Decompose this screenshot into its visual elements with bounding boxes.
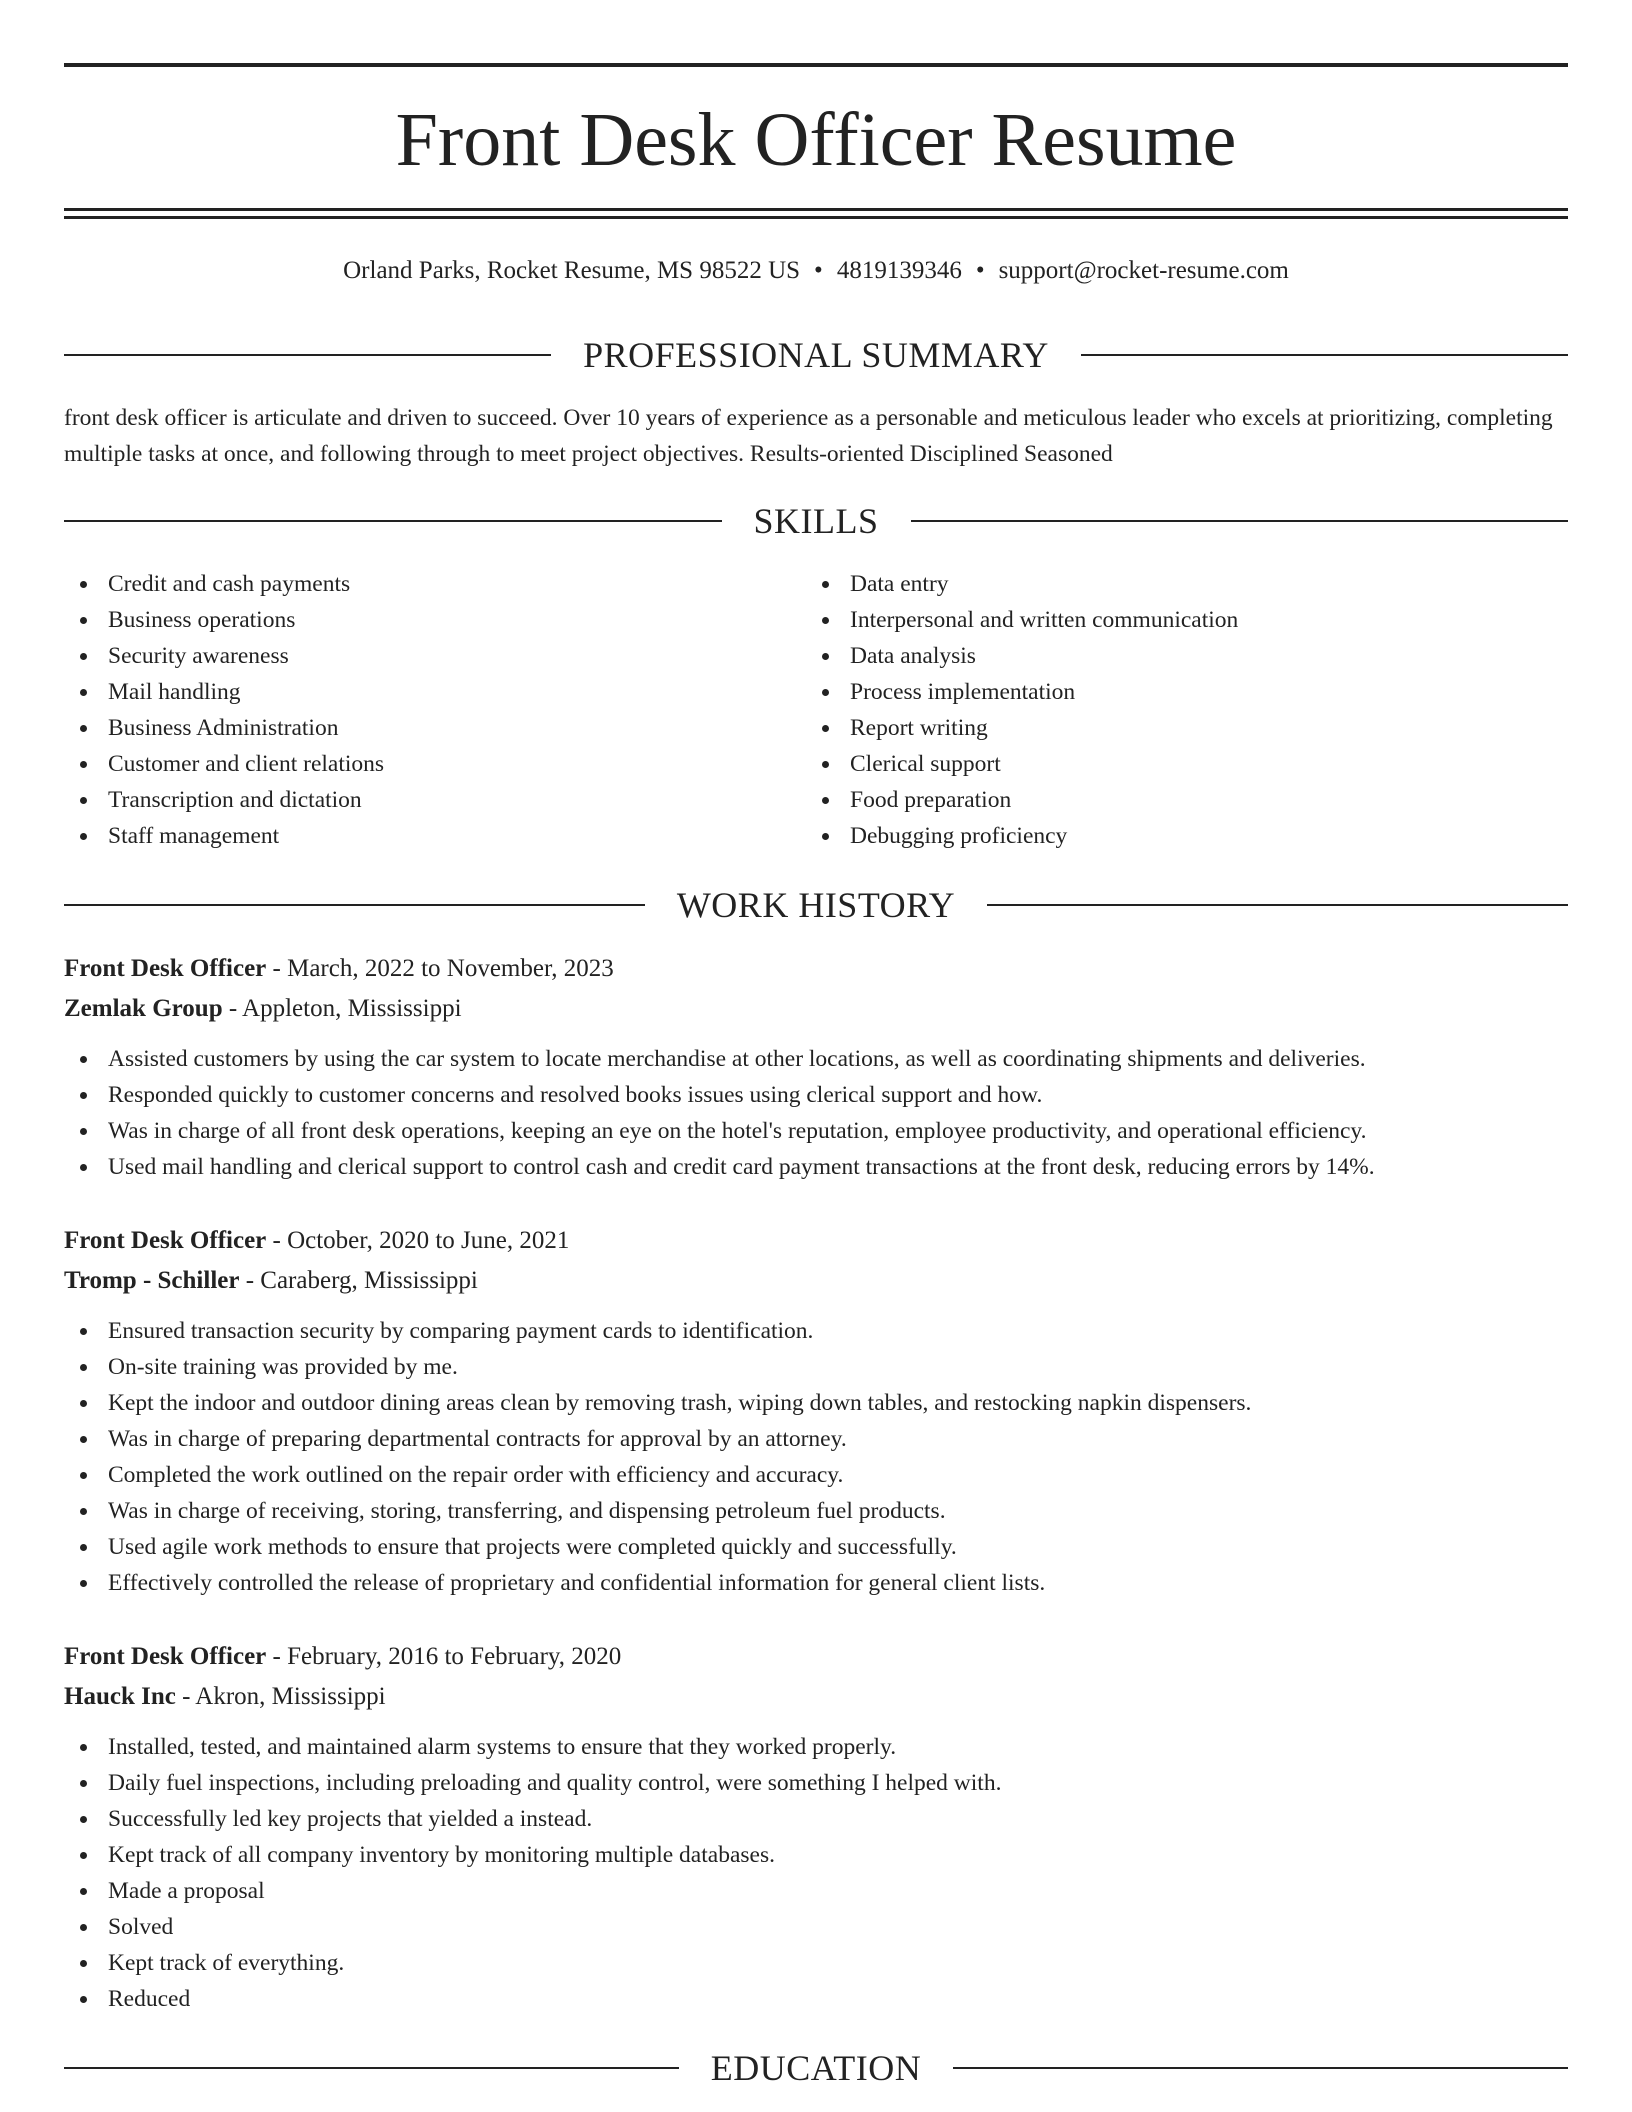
section-title-work: WORK HISTORY — [676, 885, 956, 925]
job-company: Tromp - Schiller — [64, 1267, 240, 1294]
section-header-education — [64, 2046, 1568, 2090]
job-bullet: Used agile work methods to ensure that projects were completed quickly and successfully. — [64, 1529, 1568, 1565]
job-title-line — [64, 1637, 1568, 1677]
job-bullet: On-site training was provided by me. — [64, 1349, 1568, 1385]
skill-item: Business Administration — [64, 710, 804, 746]
contact-separator: • — [975, 257, 985, 284]
job-bullet: Kept track of all company inventory by monitoring multiple databases. — [64, 1837, 1568, 1873]
job-company-line — [64, 1677, 1568, 1717]
contact-phone: 4819139346 — [836, 257, 962, 284]
job-dates: - February, 2016 to February, 2020 — [266, 1643, 622, 1670]
job-bullet: Daily fuel inspections, including preloading and quality control, were something I helped with. — [64, 1765, 1568, 1801]
title-rule-upper — [64, 208, 1568, 211]
job-title: Front Desk Officer — [64, 1643, 267, 1670]
job-bullet: Kept track of everything. — [64, 1945, 1568, 1981]
job-bullet: Used mail handling and clerical support to control cash and credit card payment transactions at the front desk, reducing errors by 14%. — [64, 1149, 1568, 1185]
job-bullet: Solved — [64, 1909, 1568, 1945]
section-rule-left — [64, 2067, 679, 2069]
skills-list-left — [64, 566, 804, 854]
section-rule-right — [953, 2067, 1568, 2069]
job-bullet: Assisted customers by using the car system to locate merchandise at other locations, as well as coordinating shipments and deliveries. — [64, 1041, 1568, 1077]
skill-item: Data entry — [806, 566, 1566, 602]
title-rule-lower — [64, 216, 1568, 219]
skill-item: Data analysis — [806, 638, 1566, 674]
contact-separator: • — [814, 257, 823, 284]
contact-email: support@rocket-resume.com — [998, 257, 1289, 284]
skill-item: Transcription and dictation — [64, 782, 804, 818]
skill-item: Interpersonal and written communication — [806, 602, 1566, 638]
job-bullet: Was in charge of all front desk operations, keeping an eye on the hotel's reputation, employee productivity, and operational efficiency. — [64, 1113, 1568, 1149]
skill-item: Business operations — [64, 602, 804, 638]
top-rule — [64, 63, 1568, 67]
job-bullet: Installed, tested, and maintained alarm systems to ensure that they worked properly. — [64, 1729, 1568, 1765]
skill-item: Security awareness — [64, 638, 804, 674]
section-rule-left — [64, 354, 551, 356]
skill-item: Credit and cash payments — [64, 566, 804, 602]
contact-address: Orland Parks, Rocket Resume, MS 98522 US — [343, 257, 801, 284]
skill-item: Debugging proficiency — [806, 818, 1566, 854]
job-location: - Akron, Mississippi — [175, 1683, 386, 1710]
skill-item: Food preparation — [806, 782, 1566, 818]
job-entry — [64, 1637, 1568, 2017]
section-title-education: EDUCATION — [710, 2048, 922, 2088]
job-company: Hauck Inc — [64, 1683, 176, 1710]
job-title: Front Desk Officer — [64, 1227, 267, 1254]
skills-list-right — [806, 566, 1566, 854]
section-header-summary — [64, 333, 1568, 377]
job-bullet: Successfully led key projects that yielded a instead. — [64, 1801, 1568, 1837]
job-bullets — [64, 1313, 1568, 1601]
job-entry — [64, 1221, 1568, 1601]
skill-item: Report writing — [806, 710, 1566, 746]
job-bullet: Was in charge of receiving, storing, transferring, and dispensing petroleum fuel products. — [64, 1493, 1568, 1529]
section-rule-left — [64, 520, 722, 522]
job-bullet: Ensured transaction security by comparing payment cards to identification. — [64, 1313, 1568, 1349]
job-location: - Appleton, Mississippi — [222, 995, 462, 1022]
job-bullet: Was in charge of preparing departmental contracts for approval by an attorney. — [64, 1421, 1568, 1457]
skill-item: Process implementation — [806, 674, 1566, 710]
job-company-line — [64, 1261, 1568, 1301]
job-title-line — [64, 1221, 1568, 1261]
skill-item: Mail handling — [64, 674, 804, 710]
job-bullet: Effectively controlled the release of proprietary and confidential information for general client lists. — [64, 1565, 1568, 1601]
job-title-line — [64, 949, 1568, 989]
job-bullets — [64, 1729, 1568, 2017]
section-header-work — [64, 883, 1568, 927]
resume-title: Front Desk Officer Resume — [395, 98, 1237, 182]
skill-item: Clerical support — [806, 746, 1566, 782]
skill-item: Staff management — [64, 818, 804, 854]
section-rule-right — [1081, 354, 1568, 356]
job-dates: - October, 2020 to June, 2021 — [266, 1227, 570, 1254]
skill-item: Customer and client relations — [64, 746, 804, 782]
job-bullet: Kept the indoor and outdoor dining areas clean by removing trash, wiping down tables, and restocking napkin dispensers. — [64, 1385, 1568, 1421]
section-header-skills — [64, 499, 1568, 543]
contact-line — [64, 254, 1568, 288]
section-title-skills: SKILLS — [753, 501, 879, 541]
job-bullet: Completed the work outlined on the repair order with efficiency and accuracy. — [64, 1457, 1568, 1493]
summary-text: front desk officer is articulate and driven to succeed. Over 10 years of experience as a personable and meticulous leader who excels at prioritizing, completing multiple tasks at once, and following through to meet project objectives. Results-oriented Disciplined Seasoned — [64, 405, 1553, 467]
job-entry — [64, 949, 1568, 1185]
job-location: - Caraberg, Mississippi — [239, 1267, 478, 1294]
section-rule-left — [64, 904, 645, 906]
job-company: Zemlak Group — [64, 995, 223, 1022]
section-rule-right — [911, 520, 1569, 522]
job-bullet: Made a proposal — [64, 1873, 1568, 1909]
job-bullet: Responded quickly to customer concerns and resolved books issues using clerical support and how. — [64, 1077, 1568, 1113]
job-bullet: Reduced — [64, 1981, 1568, 2017]
section-rule-right — [987, 904, 1568, 906]
section-title-summary: PROFESSIONAL SUMMARY — [583, 335, 1049, 375]
job-title: Front Desk Officer — [64, 955, 267, 982]
job-company-line — [64, 989, 1568, 1029]
job-dates: - March, 2022 to November, 2023 — [266, 955, 614, 982]
job-bullets — [64, 1041, 1568, 1185]
